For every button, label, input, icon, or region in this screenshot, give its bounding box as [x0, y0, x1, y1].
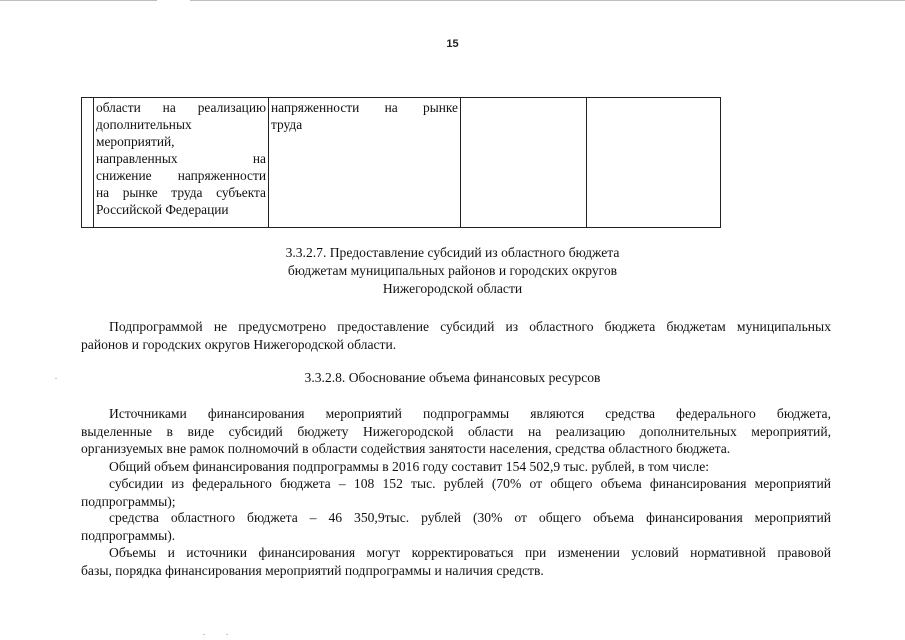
paragraph-regional-budget	[81, 509, 831, 579]
paragraph-line: организуемых вне рамок полномочий в области содействия занятости населения, средства областного бюджета.	[81, 441, 731, 456]
table-cell-number	[82, 98, 94, 228]
cell-line: на рынке труда субъекта	[96, 185, 266, 200]
paragraph-line: Источниками финансирования мероприятий подпрограммы являются средства федерального бюджета,	[109, 406, 831, 421]
paragraph-line: Подпрограммой не предусмотрено предоставление субсидий из областного бюджета бюджетам муниципальных	[109, 319, 831, 334]
cell-line: труда	[271, 117, 303, 132]
cell-line: напряженности на рынке	[271, 100, 458, 115]
section-heading-3327	[0, 244, 905, 298]
table-cell-empty	[461, 98, 587, 228]
scan-speck	[55, 378, 57, 379]
paragraph-line: подпрограммы).	[81, 527, 176, 543]
scan-edge-line-right	[190, 0, 905, 1]
paragraph-line: районов и городских округов Нижегородской области.	[81, 336, 397, 352]
cell-line: направленных на	[96, 151, 266, 166]
section-heading-3328: 3.3.2.8. Обоснование объема финансовых ресурсов	[304, 370, 601, 385]
scan-edge-line-left	[0, 0, 157, 1]
scan-speck	[203, 634, 205, 635]
scan-speck	[226, 634, 228, 635]
paragraph-line: базы, порядка финансирования мероприятий подпрограммы и наличия средств.	[81, 562, 544, 578]
paragraph-no-subsidies	[81, 318, 831, 353]
cell-line: снижение напряженности	[96, 168, 266, 183]
cell-line: мероприятий,	[96, 134, 175, 149]
table-cell-empty	[587, 98, 721, 228]
paragraph-funding-sources	[81, 405, 831, 510]
paragraph-line: средства областного бюджета – 46 350,9тыс. рублей (30% от общего объема финансирования мероприятий	[109, 510, 831, 525]
paragraph-line: выделенные в виде субсидий бюджету Нижегородской области на реализацию дополнительных мероприятий,	[81, 423, 831, 439]
heading-line: 3.3.2.7. Предоставление субсидий из областного бюджета	[285, 245, 620, 260]
cell-line: области на реализацию	[96, 100, 266, 115]
heading-line: Нижегородской области	[382, 281, 523, 296]
paragraph-total-funding: Общий объем финансирования подпрограммы в 2016 году составит 154 502,9 тыс. рублей, в том числе:	[109, 458, 710, 474]
cell-line: Российской Федерации	[96, 202, 229, 217]
paragraph-line: Объемы и источники финансирования могут корректироваться при изменении условий нормативной правовой	[109, 545, 831, 560]
table-row	[82, 98, 721, 228]
continuation-table	[81, 97, 721, 228]
table-cell-activity	[94, 98, 269, 228]
cell-line: дополнительных	[96, 117, 192, 132]
paragraph-line: подпрограммы);	[81, 493, 176, 509]
paragraph-line: субсидии из федерального бюджета – 108 152 тыс. рублей (70% от общего объема финансирования мероприятий	[109, 476, 831, 491]
page-number: 15	[446, 38, 459, 50]
table-cell-result	[269, 98, 461, 228]
heading-line: бюджетам муниципальных районов и городских округов	[287, 263, 618, 278]
